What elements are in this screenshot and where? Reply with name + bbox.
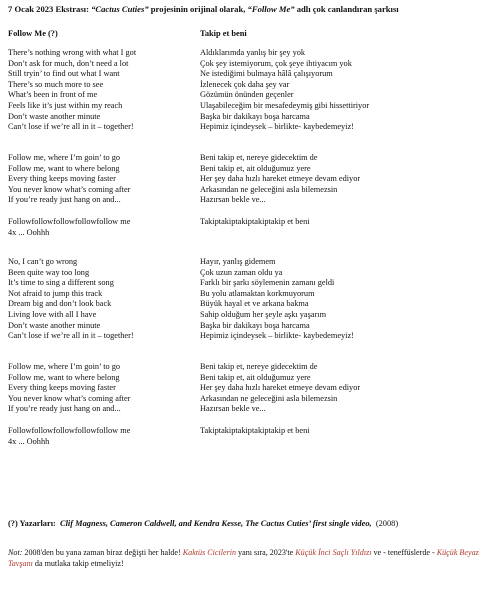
lyric-line: Bu yolu atlamaktan korkmuyorum (200, 288, 315, 298)
stanza-1-english (8, 48, 136, 133)
lyric-line: Follow me, where I’m goin’ to go (8, 153, 121, 162)
lyric-line: It’s time to sing a different song (8, 278, 114, 288)
title-prefix: 7 Ocak 2023 Ekstrası: (8, 4, 92, 14)
lyric-line: Hepimiz içindeysek – birlikte- kaybedemeyiz! (200, 122, 354, 132)
lyric-line: No, I can’t go wrong (8, 257, 78, 266)
lyric-line: Arkasından ne geleceğini asla bilemezsin (200, 393, 338, 403)
lyric-line: Ulaşabileceğim bir mesafedeymiş gibi hissettiriyor (200, 100, 370, 110)
lyric-line: Dream big and don’t look back (8, 299, 112, 309)
lyric-line: Beni takip et, ait olduğumuz yere (200, 372, 311, 382)
note-label: Not: (8, 548, 23, 557)
lyric-line: Don’t waste another minute (8, 320, 101, 330)
lyric-line: Every thing keeps moving faster (8, 174, 116, 184)
title-suffix: adlı çok canlandıran şarkısı (294, 4, 399, 14)
lyric-line: Her şey daha hızlı hareket etmeye devam ediyor (200, 174, 361, 184)
header-turkish: Takip et beni (200, 29, 247, 38)
stanza-1-turkish (200, 48, 369, 133)
lyric-line: Başka bir dakikayı boşa harcama (200, 111, 310, 121)
lyric-line: Follow me, where I’m goin’ to go (8, 362, 121, 371)
lyric-line: What’s been in front of me (8, 90, 98, 100)
stanza-2-english (8, 153, 130, 206)
lyric-line: Don’t waste another minute (8, 111, 101, 121)
lyric-line: Feels like it’s just within my reach (8, 100, 123, 110)
note (8, 547, 494, 569)
credits-prefix: (?) Yazarları: (8, 519, 56, 528)
title-song2: “Follow Me” (247, 4, 295, 14)
lyric-line: There’s so much more to see (8, 79, 104, 89)
lyric-line: Beni takip et, ait olduğumuz yere (200, 163, 311, 173)
lyric-line: İzlenecek çok daha şey var (200, 79, 290, 89)
lyric-line: If you’re ready just hang on and... (8, 404, 121, 414)
lyric-line: Hayır, yanlış gidemem (200, 257, 276, 266)
lyric-line: Farklı bir şarkı söylemenin zamanı geldi (200, 278, 335, 288)
lyric-line: Not afraid to jump this track (8, 288, 103, 298)
lyric-line: If you’re ready just hang on and... (8, 195, 121, 205)
lyric-line: You never know what’s coming after (8, 184, 131, 194)
lyric-line: Still tryin’ to find out what I want (8, 69, 120, 79)
lyric-line: Follow me, want to where belong (8, 163, 120, 173)
lyric-line: Ne istediğimi bulmaya hâlâ çalışıyorum (200, 69, 333, 79)
lyric-line: Başka bir dakikayı boşa harcama (200, 320, 310, 330)
credits (8, 519, 398, 530)
stanza-6-turkish (200, 426, 310, 447)
lyric-line: Hepimiz içindeysek – birlikte- kaybedemeyiz! (200, 331, 354, 341)
lyric-line: Beni takip et, nereye gidecektim de (200, 153, 318, 162)
lyric-line: Gözümün önünden geçenler (200, 90, 294, 100)
lyric-line: Çok uzun zaman oldu ya (200, 267, 283, 277)
page-title (8, 4, 399, 15)
note-link-star[interactable]: Küçük İnci Saçlı Yıldızı (295, 548, 372, 557)
stanza-5-turkish (200, 362, 360, 415)
note-text-3: ve - teneffüslerde - (371, 548, 437, 557)
lyric-line (200, 437, 310, 448)
lyric-line: You never know what’s coming after (8, 393, 131, 403)
lyric-line: Can’t lose if we’re all in it – together! (8, 331, 134, 341)
note-text-2: yanı sıra, 2023'te (236, 548, 296, 557)
credits-names: Clif Magness, Cameron Caldwell, and Kendra Kesse, The Cactus Cuties’ first single video, (60, 519, 372, 528)
stanza-4-turkish (200, 257, 354, 342)
stanza-4-english (8, 257, 134, 342)
stanza-6-english (8, 426, 130, 447)
lyric-line: Sahip olduğum her şeyle aşkı yaşarım (200, 309, 327, 319)
lyric-line: Follow me, want to where belong (8, 372, 120, 382)
header-english: Follow Me (?) (8, 29, 58, 38)
lyric-line: Followfollowfollowfollowfollow me (8, 217, 131, 226)
title-middle: projesinin orijinal olarak, (148, 4, 248, 14)
lyric-line: Hazırsan bekle ve... (200, 404, 266, 414)
note-link-rabbit[interactable]: Küçük Beyaz Tavşanı (8, 548, 479, 568)
lyric-line: Living love with all I have (8, 309, 97, 319)
lyric-line (200, 228, 310, 239)
title-song1: “Cactus Cuties” (91, 4, 149, 14)
lyric-line: Can’t lose if we’re all in it – together! (8, 122, 134, 132)
note-link-cactus[interactable]: Kaktüs Cicilerin (182, 548, 237, 557)
lyric-line: 4x ... Oohhh (8, 436, 50, 446)
lyric-line: Hazırsan bekle ve... (200, 195, 266, 205)
stanza-5-english (8, 362, 130, 415)
lyric-line: Her şey daha hızlı hareket etmeye devam ediyor (200, 383, 361, 393)
lyric-line: Aldıklarımda yanlış bir şey yok (200, 48, 306, 57)
lyric-line: Çok şey istemiyorum, çok şeye ihtiyacım yok (200, 58, 352, 68)
note-text-4: da mutlaka takip etmeliyiz! (32, 559, 124, 568)
stanza-3-english (8, 217, 130, 238)
lyric-line: Arkasından ne geleceğini asla bilemezsin (200, 184, 338, 194)
stanza-2-turkish (200, 153, 360, 206)
lyric-line: Don’t ask for much, don’t need a lot (8, 58, 129, 68)
lyric-line: Büyük hayal et ve arkana bakma (200, 299, 309, 309)
lyric-line: Takiptakiptakiptakiptakip et beni (200, 217, 310, 226)
lyric-line: Been quite way too long (8, 267, 90, 277)
lyric-line: There’s nothing wrong with what I got (8, 48, 137, 57)
lyric-line: Every thing keeps moving faster (8, 383, 116, 393)
lyric-line: Beni takip et, nereye gidecektim de (200, 362, 318, 371)
note-text-1: 2008'den bu yana zaman biraz değişti her halde! (22, 548, 183, 557)
stanza-3-turkish (200, 217, 310, 238)
credits-year: (2008) (375, 519, 399, 528)
lyric-line: 4x ... Oohhh (8, 227, 50, 237)
lyric-line: Takiptakiptakiptakiptakip et beni (200, 426, 310, 435)
lyric-line: Followfollowfollowfollowfollow me (8, 426, 131, 435)
